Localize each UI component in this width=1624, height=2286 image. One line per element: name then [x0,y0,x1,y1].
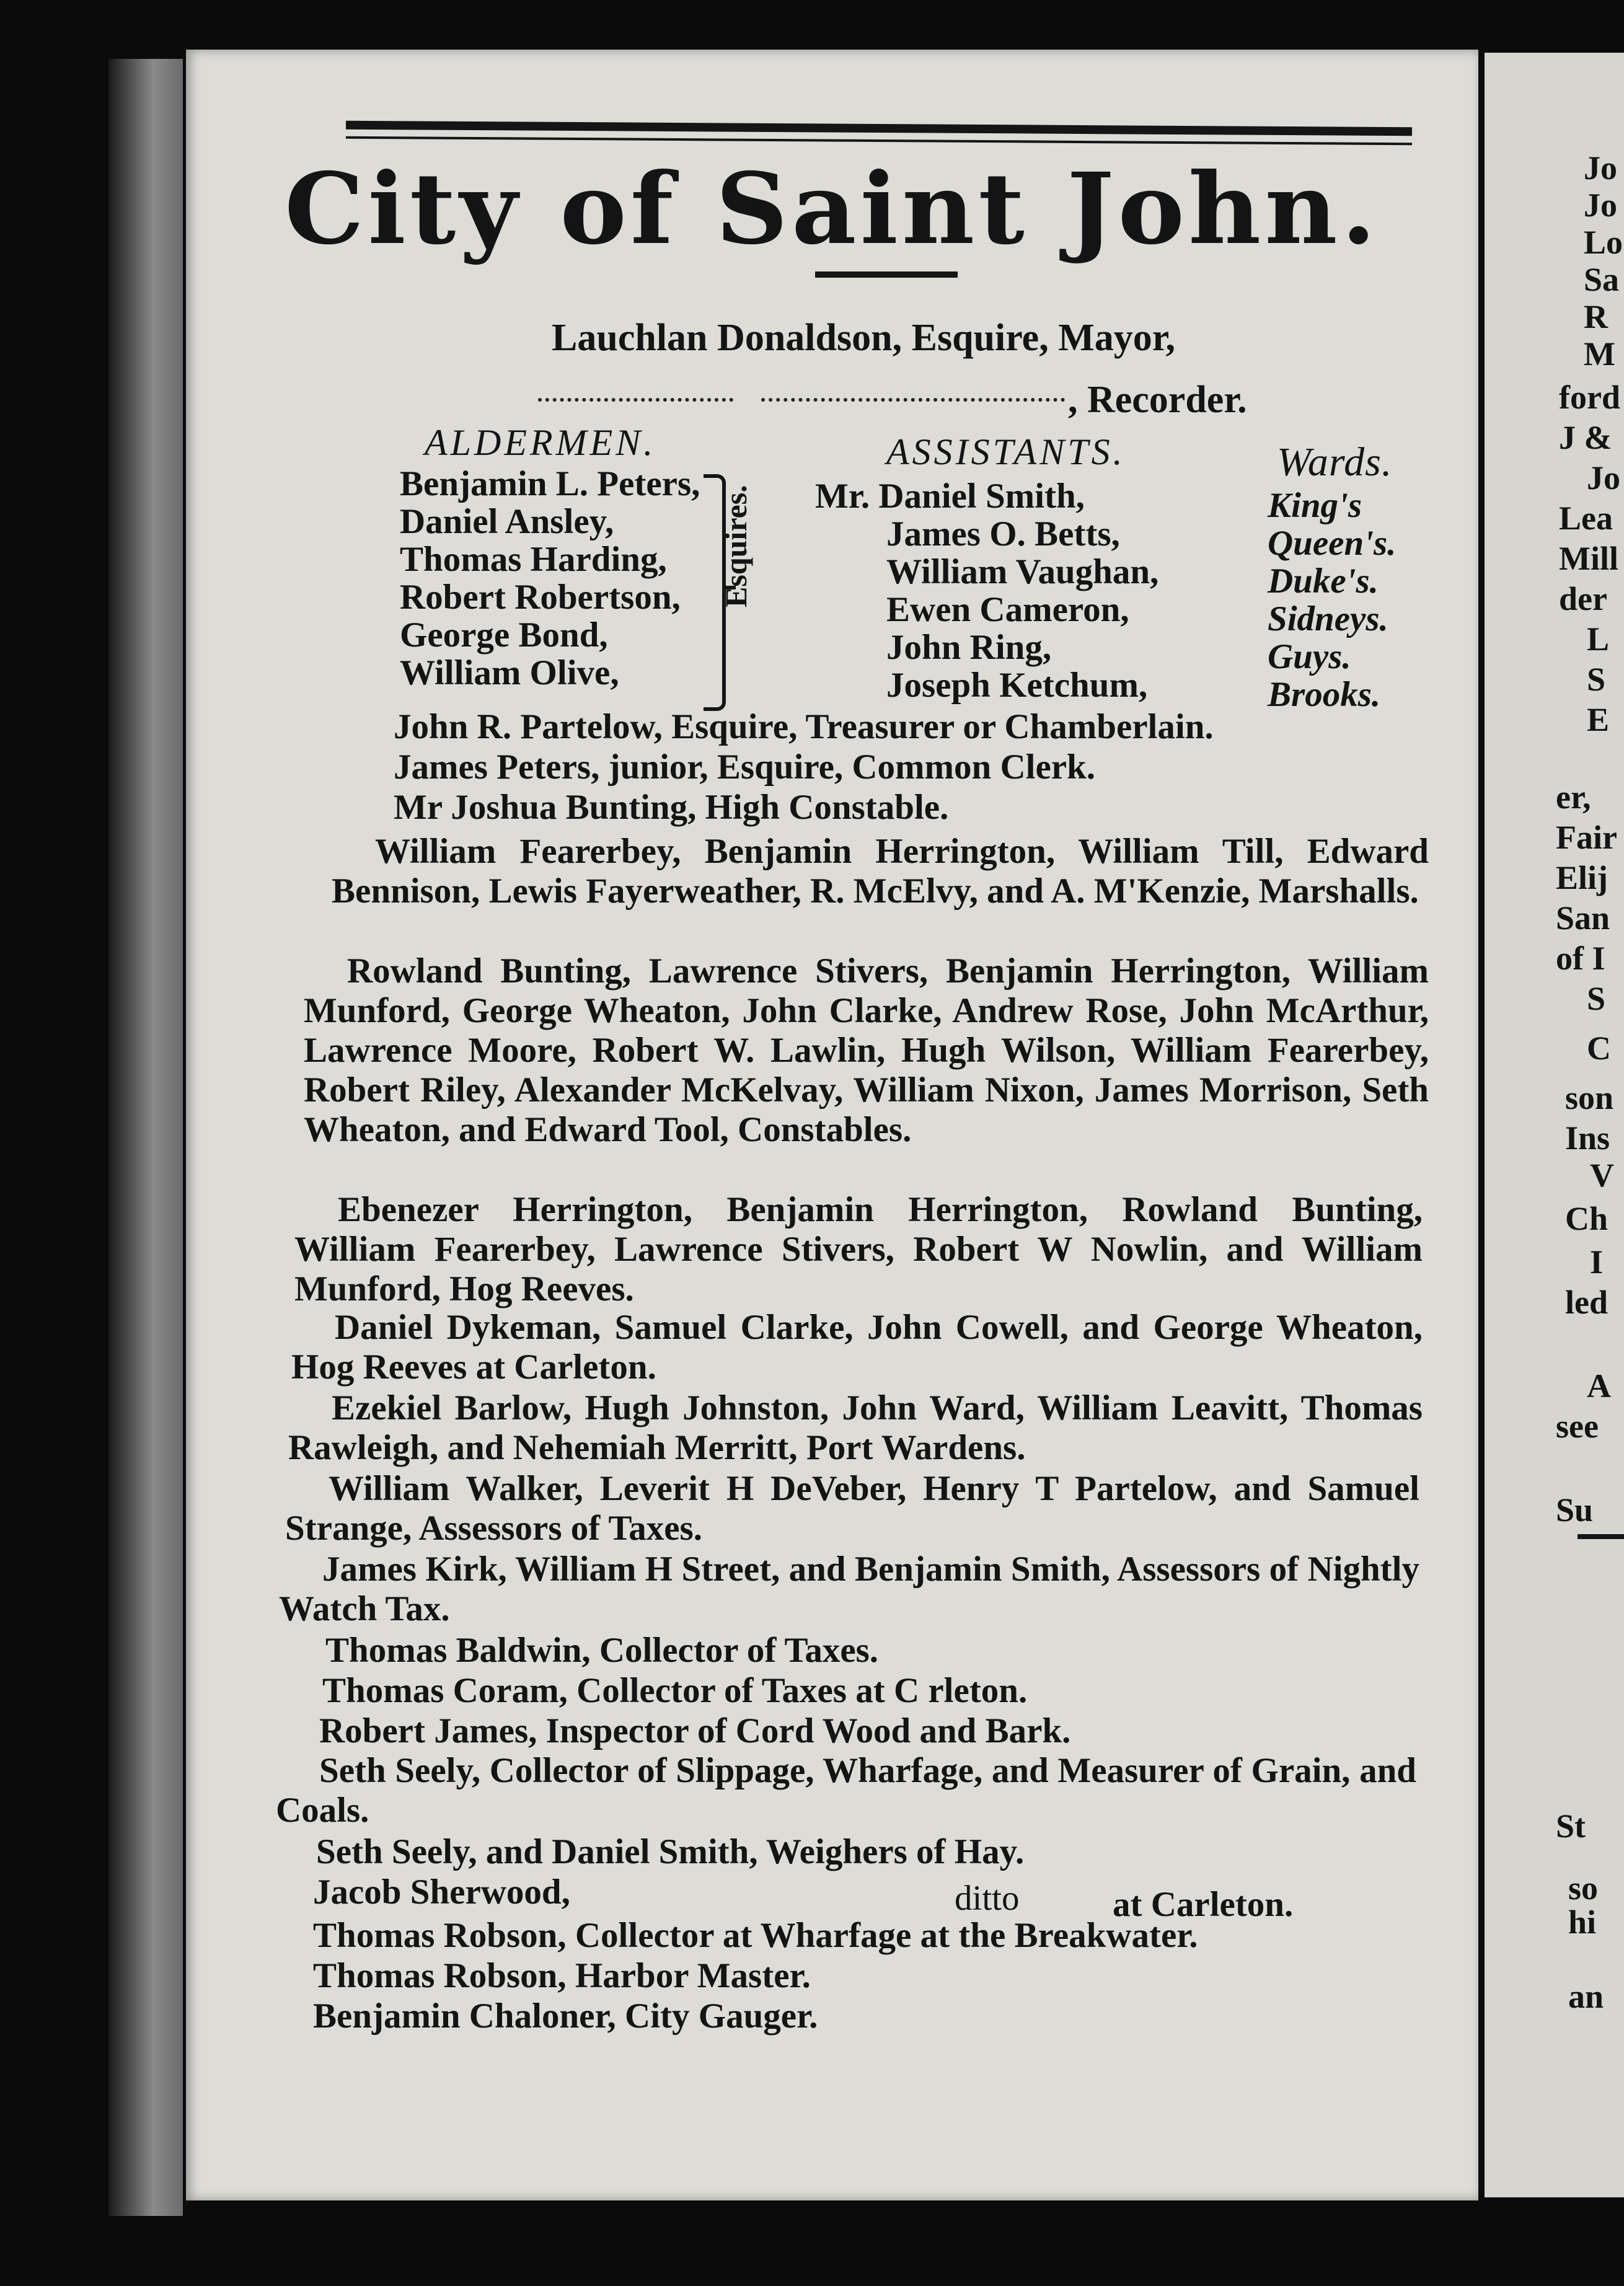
ward-name: Duke's. [1268,562,1379,601]
title-divider [815,271,958,278]
marshalls-paragraph: William Fearerbey, Benjamin Herrington, William Till, Edward Bennison, Lewis Fayerweather, R. McElvy, and A. M'Kenzie, Marshalls. [332,832,1429,911]
common-clerk-line: James Peters, junior, Esquire, Common Clerk. [394,748,1096,787]
ward-name: King's [1268,486,1362,525]
collector-taxes-line: Thomas Baldwin, Collector of Taxes. [325,1631,879,1670]
header-rule-thick [346,121,1412,136]
recorder-label: , Recorder. [1068,379,1247,421]
right-page-fragment: I [1590,1243,1604,1281]
assistant-name: James O. Betts, [886,514,1120,554]
port-wardens-paragraph: Ezekiel Barlow, Hugh Johnston, John Ward, William Leavitt, Thomas Rawleigh, and Nehemiah Merritt, Port Wardens. [288,1388,1423,1467]
cord-wood-inspector-line: Robert James, Inspector of Cord Wood and Bark. [319,1711,1071,1750]
constables-paragraph: Rowland Bunting, Lawrence Stivers, Benjamin Herrington, William Munford, George Wheaton, John Clarke, Andrew Rose, John McArthur, Lawrence Moore, Robert W. Lawlin, Hugh Wilson, William Fearerbey, Robert Riley, Alexander McKelvay, William Nixon, James Morrison, Seth Wheaton, and Edward Tool, Constables. [304,951,1429,1149]
alderman-name: Robert Robertson, [400,578,681,617]
right-page-fragment: J & [1559,419,1612,456]
sherwood-ditto: ditto [955,1879,1020,1918]
assistant-name: William Vaughan, [886,552,1159,591]
right-page-fragment: R [1584,298,1608,335]
assistant-name: John Ring, [886,628,1052,667]
right-page-fragment: Ins [1565,1119,1610,1157]
right-page-fragment: V [1590,1157,1614,1194]
assistants-list [815,477,1158,704]
right-page-fragment: der [1559,580,1607,617]
right-page-fragment: of I [1556,940,1605,977]
right-page-fragment: Elij [1556,859,1609,896]
mayor-line: Lauchlan Donaldson, Esquire, Mayor, [552,317,1176,359]
collector-carleton-line: Thomas Coram, Collector of Taxes at C rleton. [322,1671,1028,1710]
right-page-divider [1578,1534,1624,1539]
alderman-name: Benjamin L. Peters, [400,464,700,503]
city-gauger-line: Benjamin Chaloner, City Gauger. [313,1997,818,2036]
assistant-name: Ewen Cameron, [886,590,1129,629]
right-page-fragment: San [1556,899,1610,937]
ward-name: Sidneys. [1268,599,1388,638]
recorder-blank-first [538,398,733,402]
header-rule-thin [346,136,1412,146]
aldermen-list [400,465,700,692]
right-page-fragment: Mill [1559,540,1618,577]
right-page-fragment: Lea [1559,500,1613,537]
aldermen-header: ALDERMEN. [425,422,656,463]
right-page-fragment: Lo [1584,224,1623,261]
right-page-fragment: St [1556,1807,1586,1845]
sherwood-place: at Carleton. [1113,1885,1294,1924]
right-page-fragment: hi [1568,1904,1597,1941]
sherwood-name: Jacob Sherwood, [313,1873,570,1912]
high-constable-line: Mr Joshua Bunting, High Constable. [394,788,949,827]
right-page-fragment: S [1587,661,1606,698]
alderman-name: William Olive, [400,653,619,692]
wharfage-collector-line: Thomas Robson, Collector at Wharfage at the Breakwater. [313,1916,1198,1955]
right-page-fragment: Jo [1584,149,1617,187]
right-page-fragment: Ch [1565,1200,1609,1237]
alderman-name: George Bond, [400,616,608,655]
right-page-fragment: Fair [1556,819,1617,856]
slippage-collector-paragraph: Seth Seely, Collector of Slippage, Wharfage, and Measurer of Grain, and Coals. [276,1751,1416,1830]
treasurer-line: John R. Partelow, Esquire, Treasurer or Chamberlain. [394,707,1214,746]
right-page-fragment: an [1568,1978,1604,2015]
right-page-fragment: er, [1556,779,1591,816]
weighers-of-hay-line: Seth Seely, and Daniel Smith, Weighers of Hay. [316,1832,1025,1871]
assessors-taxes-paragraph: William Walker, Leverit H DeVeber, Henry T Partelow, and Samuel Strange, Assessors of Taxes. [285,1469,1419,1548]
right-page-fragment: son [1565,1079,1614,1116]
ward-name: Brooks. [1268,675,1381,714]
adjacent-page-edge [1485,53,1624,2197]
right-page-fragment: Su [1556,1491,1594,1529]
document-page [186,50,1478,2200]
right-page-fragment: E [1587,701,1610,738]
assistants-header: ASSISTANTS. [886,431,1126,472]
right-page-fragment: ford [1559,379,1620,416]
recorder-blank-second [761,398,1065,402]
hog-reeves-paragraph: Ebenezer Herrington, Benjamin Herrington, Rowland Bunting, William Fearerbey, Lawrence Stivers, Robert W Nowlin, and William Munford, Hog Reeves. [294,1190,1423,1308]
wards-header: Wards. [1277,439,1393,485]
right-page-fragment: see [1556,1408,1599,1445]
right-page-fragment: led [1565,1284,1609,1321]
right-page-fragment: Jo [1587,459,1620,496]
right-page-fragment: S [1587,980,1606,1017]
assistant-name: Joseph Ketchum, [886,666,1148,705]
right-page-fragment: A [1587,1367,1611,1405]
book-spine [108,59,183,2216]
recorder-line [538,378,1412,421]
right-page-fragment: C [1587,1030,1611,1067]
assistant-name: Mr. Daniel Smith, [815,477,1085,516]
hog-reeves-carleton-paragraph: Daniel Dykeman, Samuel Clarke, John Cowell, and George Wheaton, Hog Reeves at Carleton. [291,1308,1423,1387]
alderman-name: Thomas Harding, [400,540,667,579]
right-page-fragment: M [1584,335,1615,373]
ward-name: Guys. [1268,637,1351,676]
right-page-fragment: Jo [1584,187,1617,224]
right-page-fragment: so [1568,1869,1599,1907]
right-page-fragment: Sa [1584,261,1620,298]
harbor-master-line: Thomas Robson, Harbor Master. [313,1956,811,1995]
page-title: City of Saint John. [285,152,1380,267]
esquires-label: Esquires. [718,485,753,607]
right-page-fragment: L [1587,620,1610,658]
watch-tax-paragraph: James Kirk, William H Street, and Benjamin Smith, Assessors of Nightly Watch Tax. [279,1550,1419,1628]
ward-name: Queen's. [1268,524,1397,563]
wards-list [1268,487,1396,713]
alderman-name: Daniel Ansley, [400,502,614,541]
